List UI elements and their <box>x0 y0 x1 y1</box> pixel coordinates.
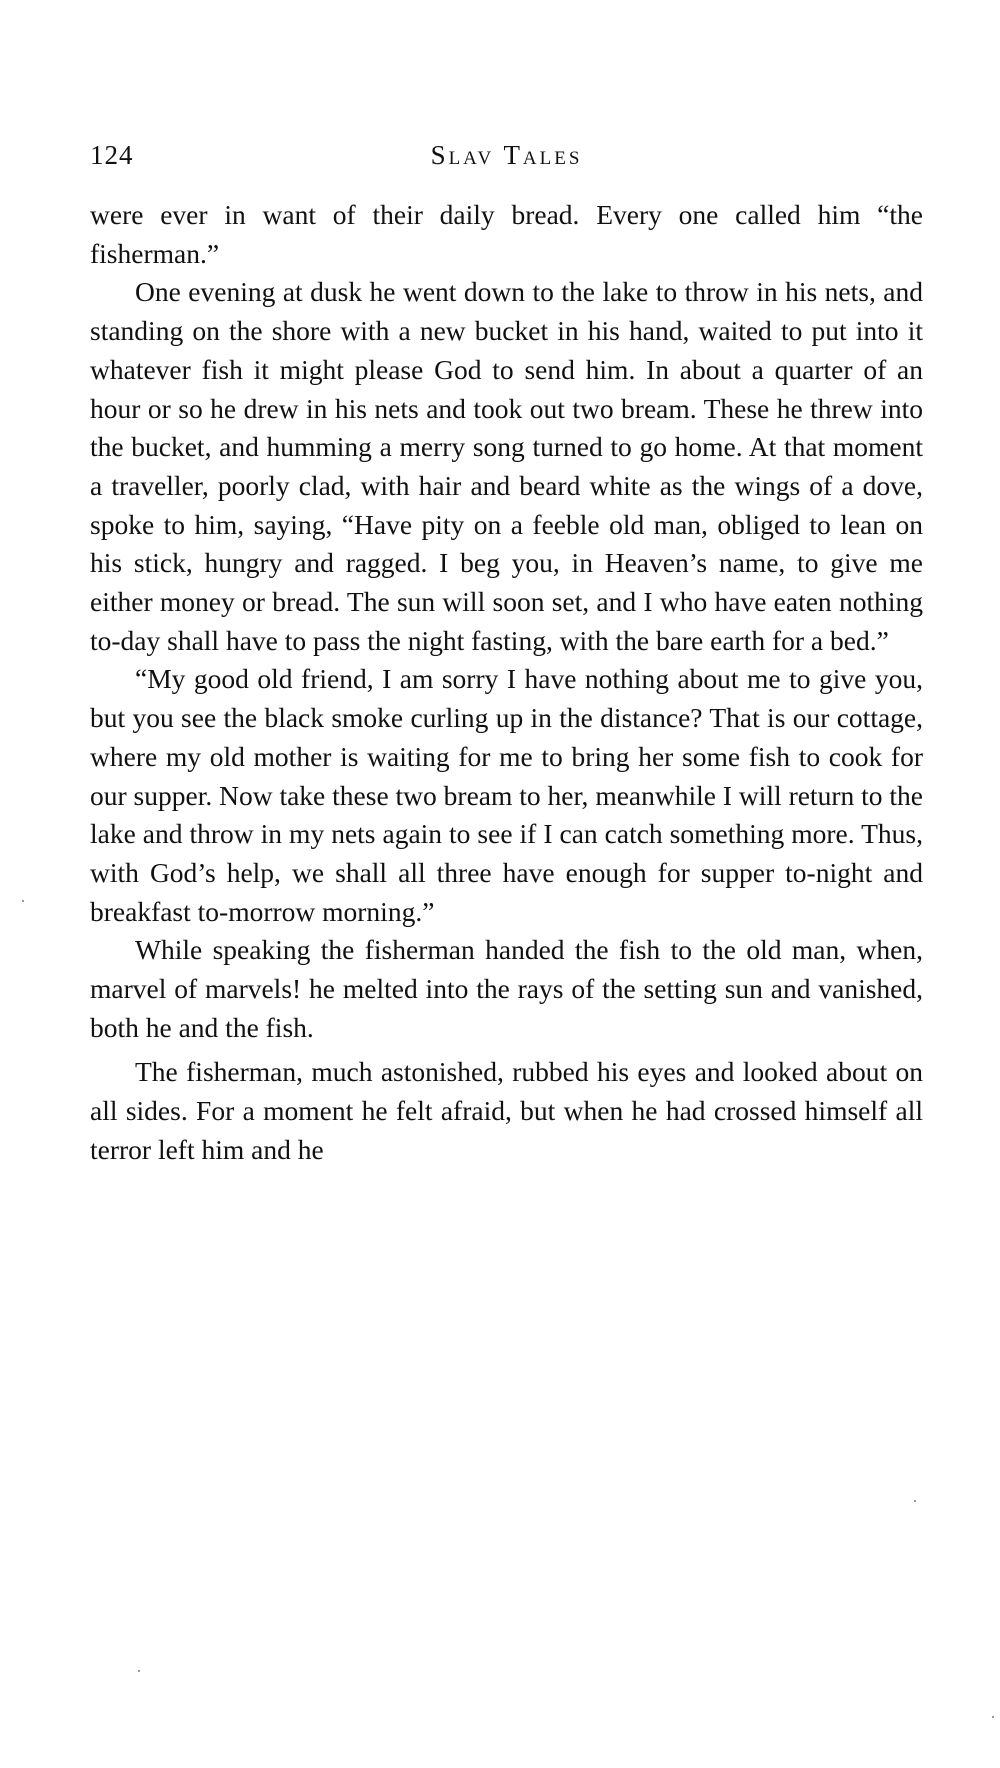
body-text <box>90 196 923 1170</box>
paragraph: One evening at dusk he went down to the lake to throw in his nets, and standing on the shore with a new bucket in his hand, waited to put into it whatever fish it might please God to send him. In about a quarter of an hour or so he drew in his nets and took out two bream. These he threw into the bucket, and humming a merry song turned to go home. At that moment a traveller, poorly clad, with hair and beard white as the wings of a dove, spoke to him, saying, “Have pity on a feeble old man, obliged to lean on his stick, hungry and ragged. I beg you, in Heaven’s name, to give me either money or bread. The sun will soon set, and I who have eaten nothing to-day shall have to pass the night fasting, with the bare earth for a bed.” <box>90 276 923 656</box>
page-header <box>90 140 923 180</box>
print-speck <box>138 1670 140 1672</box>
paragraph: The fisherman, much astonished, rubbed his eyes and looked about on all sides. For a moment he felt afraid, but when he had crossed himself all terror left him and he <box>90 1056 923 1165</box>
paragraph: While speaking the fisherman handed the fish to the old man, when, marvel of marvels! he melted into the rays of the setting sun and vanished, both he and the fish. <box>90 934 923 1043</box>
page-number: 124 <box>90 140 134 170</box>
paragraph: were ever in want of their daily bread. Every one called him “the fisherman.” <box>90 199 923 269</box>
print-speck <box>992 1716 994 1718</box>
paragraph: “My good old friend, I am sorry I have nothing about me to give you, but you see the black smoke curling up in the distance? That is our cottage, where my old mother is waiting for me to bring her some fish to cook for our supper. Now take these two bream to her, meanwhile I will return to the lake and throw in my nets again to see if I can catch something more. Thus, with God’s help, we shall all three have enough for supper to-night and breakfast to-morrow morning.” <box>90 663 923 927</box>
running-title: Slav Tales <box>430 140 583 170</box>
print-speck <box>914 1500 916 1502</box>
print-speck <box>22 900 24 902</box>
